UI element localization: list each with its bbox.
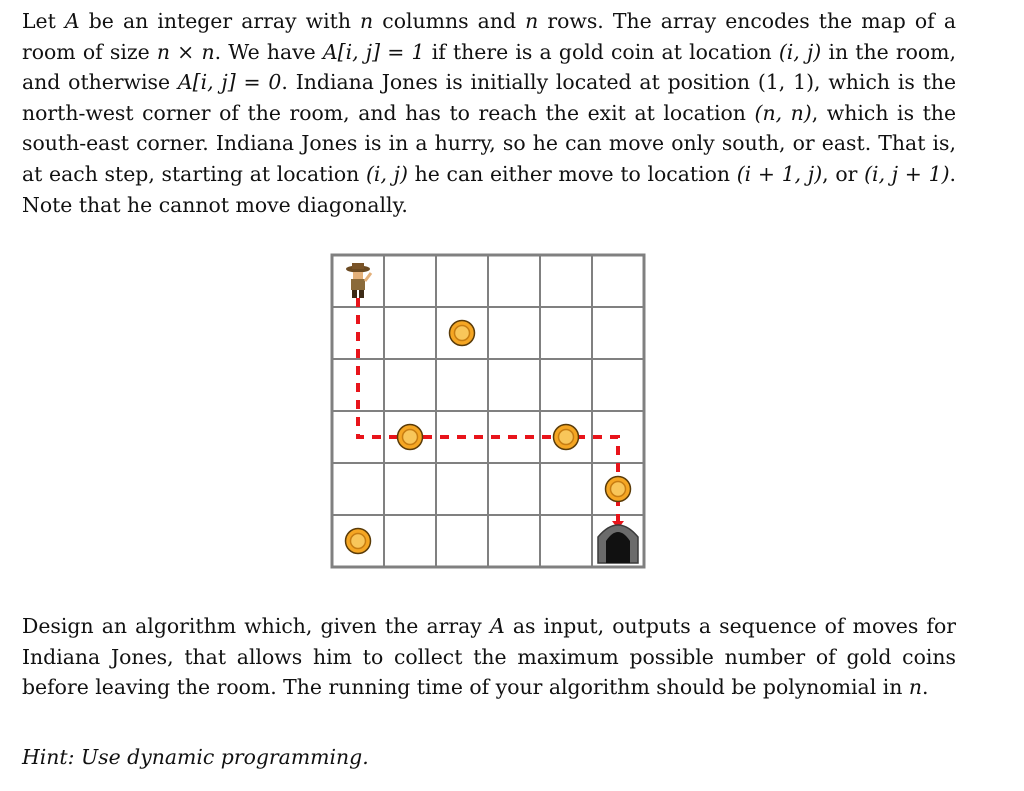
grid-cell xyxy=(592,307,644,359)
grid-cell xyxy=(488,307,540,359)
player-leg-right xyxy=(359,290,364,298)
gold-coin-center xyxy=(351,534,366,549)
grid-cell xyxy=(592,359,644,411)
grid-cell xyxy=(540,307,592,359)
hint: Hint: Use dynamic programming. xyxy=(22,745,369,769)
grid-cell xyxy=(384,515,436,567)
grid-cell xyxy=(540,515,592,567)
gold-coin-center xyxy=(455,326,470,341)
player-body xyxy=(351,279,365,290)
problem-statement: Let A be an integer array with n columns and n rows. The array encodes the map of a room of size n × n. We have A[i, j] = 1 if there is a gold coin at location (i, j) in the room, and otherwise A[i, j] = 0. Indiana Jones is initially located at position (1, 1), which is the north-west corner of the room, and has to reach the exit at location (n, n), which is the south-east corner. Indiana Jones is in a hurry, so he can move only south, or east. That is, at each step, starting at location (i, j) he can either move to location (i + 1, j), or (i, j + 1). Note that he cannot move diagonally. xyxy=(22,9,957,217)
player-leg-left xyxy=(352,290,357,298)
grid-cell xyxy=(488,359,540,411)
gold-coin-center xyxy=(611,482,626,497)
grid-cell xyxy=(436,463,488,515)
grid-cell xyxy=(488,463,540,515)
grid-cell xyxy=(488,515,540,567)
grid-cell xyxy=(540,255,592,307)
grid-cell xyxy=(488,255,540,307)
gold-coin-center xyxy=(403,430,418,445)
exit-doorway xyxy=(606,532,630,563)
grid-cell xyxy=(384,307,436,359)
player-hat-crown xyxy=(352,263,364,269)
gold-coin-center xyxy=(559,430,574,445)
room-grid xyxy=(330,253,646,569)
grid-cell xyxy=(384,255,436,307)
grid-cell xyxy=(540,463,592,515)
grid-cell xyxy=(384,359,436,411)
task-statement: Design an algorithm which, given the array A as input, outputs a sequence of moves for Indiana Jones, that allows him to collect the maximum possible number of gold coins before leaving the room. The running time of your algorithm should be polynomial in n. xyxy=(22,614,956,700)
grid-cell xyxy=(540,359,592,411)
grid-cell xyxy=(436,515,488,567)
grid-cell xyxy=(332,463,384,515)
player-face xyxy=(353,272,363,279)
grid-cell xyxy=(436,255,488,307)
grid-cell xyxy=(436,359,488,411)
room-grid-figure xyxy=(330,253,646,569)
grid-cell xyxy=(592,255,644,307)
grid-cell xyxy=(384,463,436,515)
